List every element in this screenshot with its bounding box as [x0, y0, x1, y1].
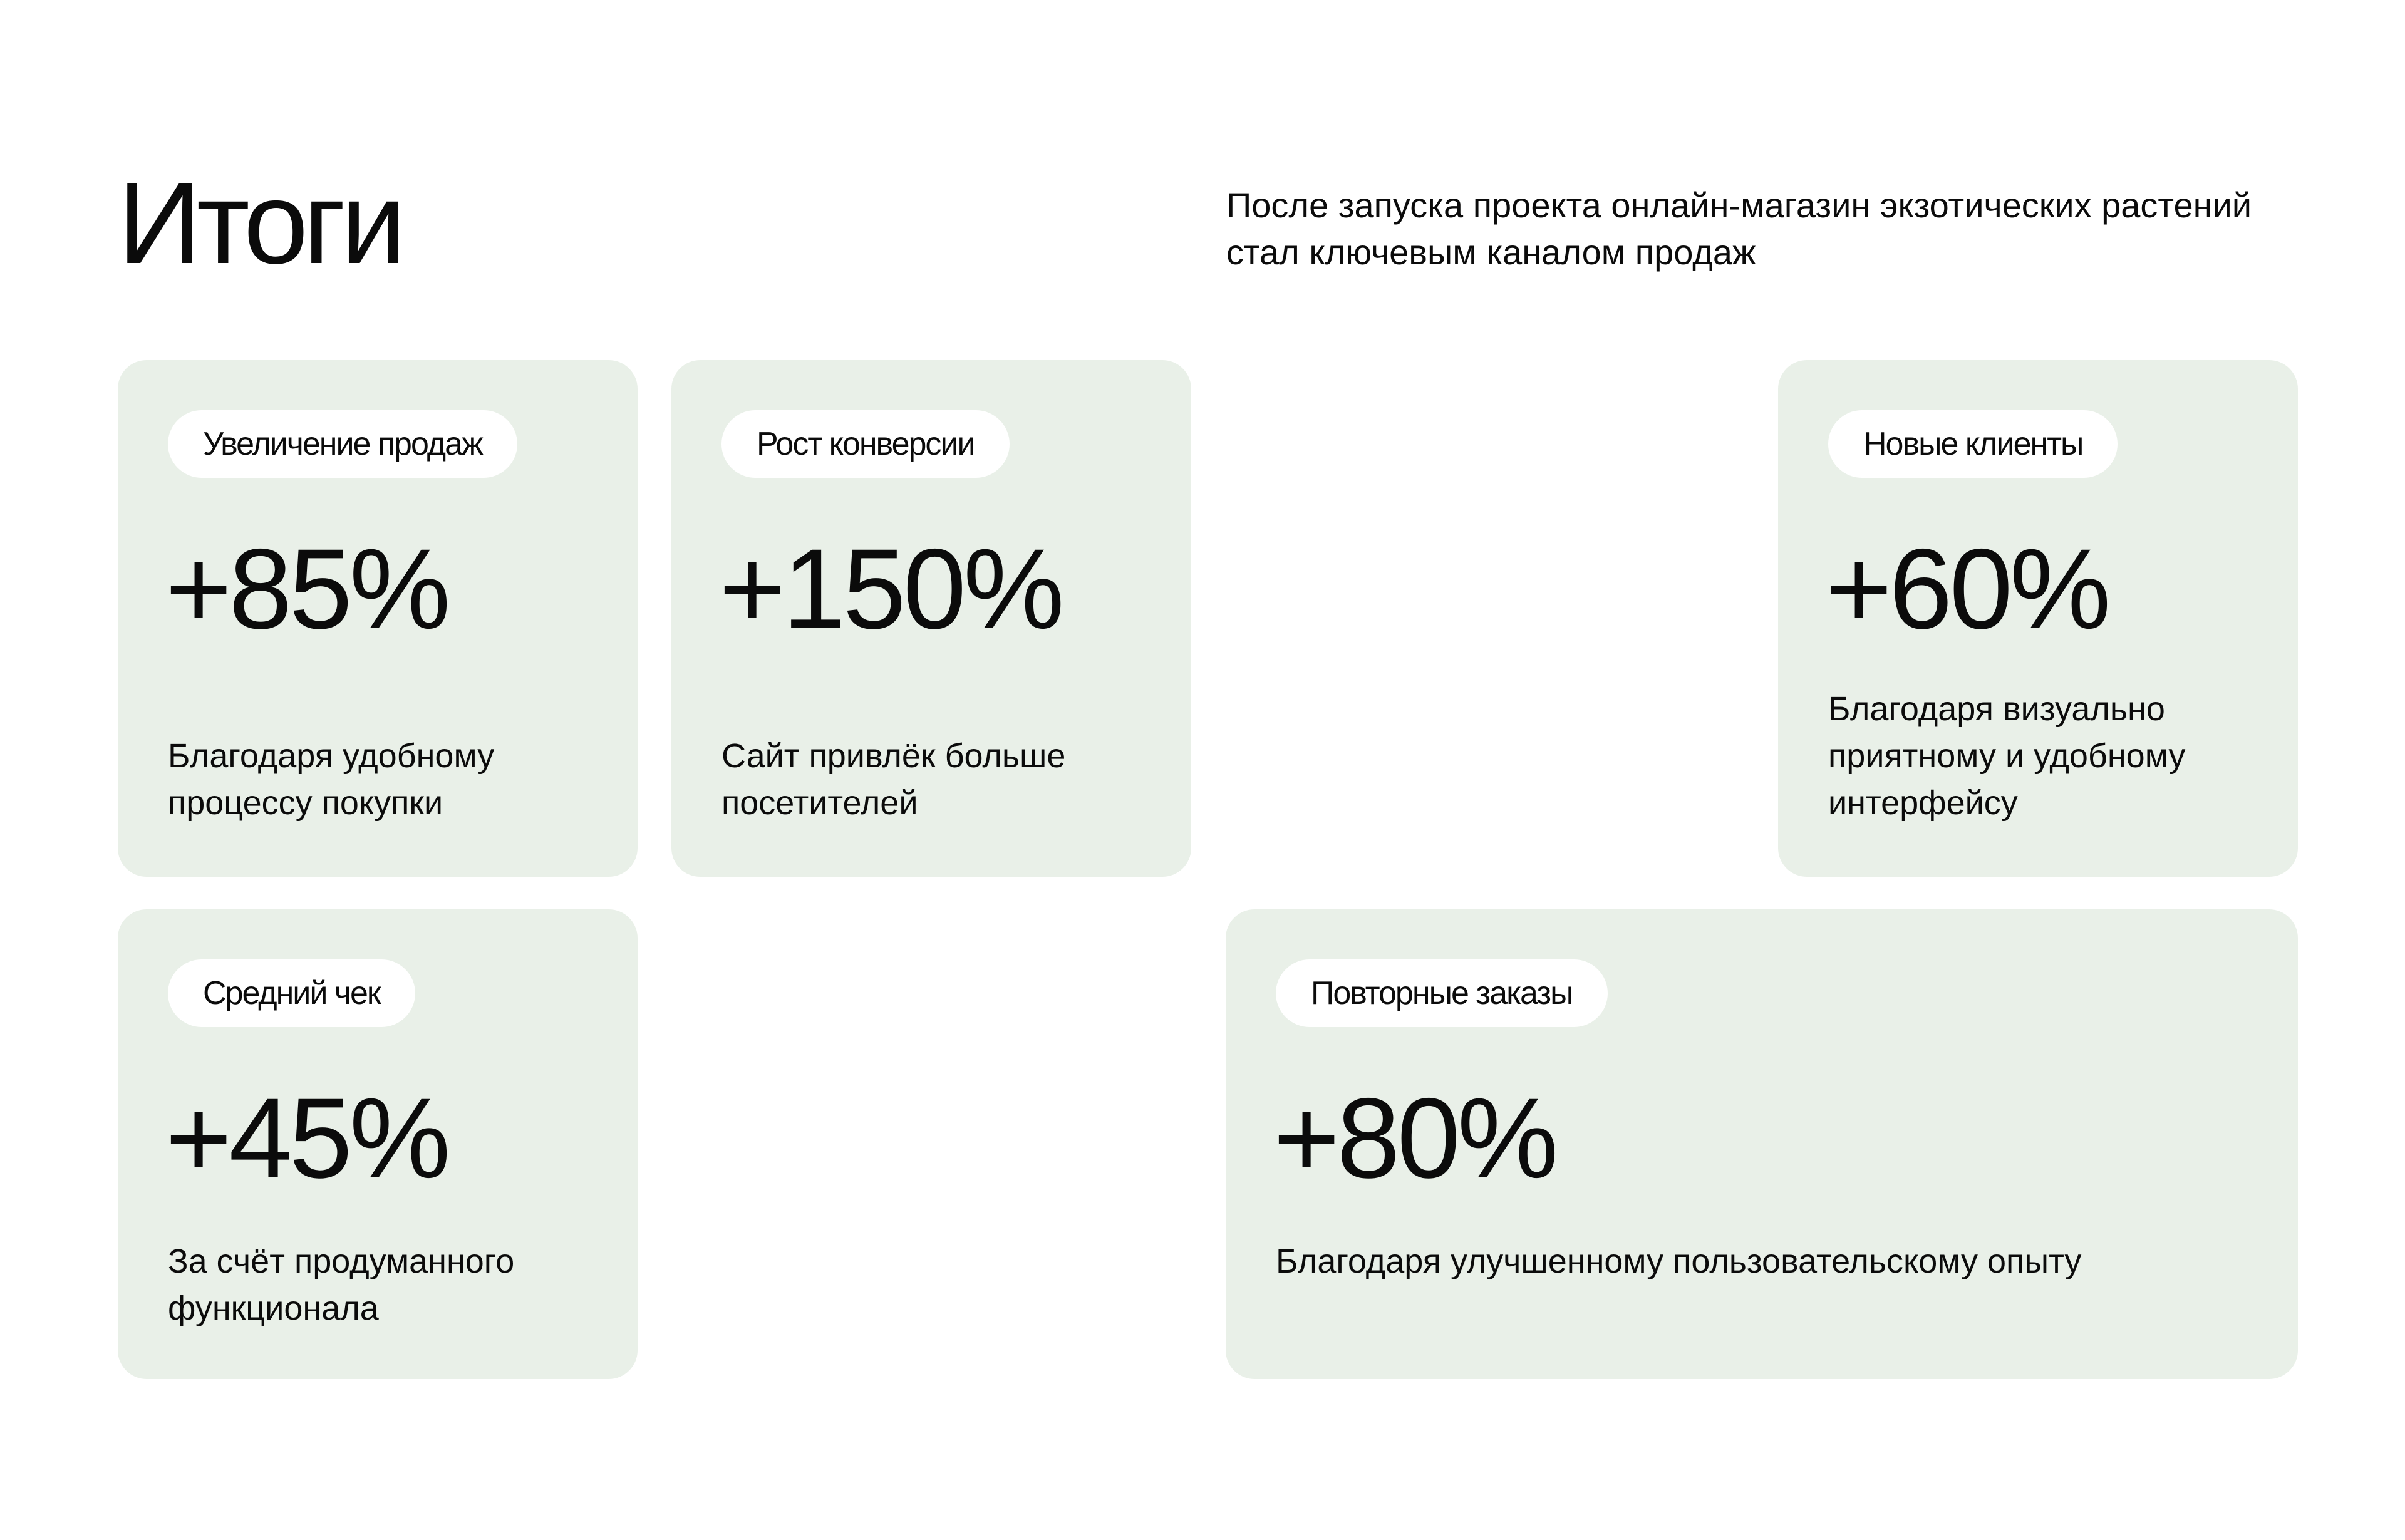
- metric-value: +45%: [165, 1074, 448, 1202]
- metric-card-repeat-orders: [1226, 909, 2298, 1379]
- metric-tag: Средний чек: [168, 959, 415, 1027]
- metric-card-conversion-growth: [671, 360, 1191, 877]
- metric-value: +150%: [719, 525, 1062, 653]
- metric-card-sales-growth: [118, 360, 638, 877]
- metric-caption: Благодаря улучшенному пользовательскому опыту: [1276, 1243, 2082, 1280]
- metric-value: +60%: [1826, 525, 2108, 653]
- metric-caption: Сайт привлёк больше посетителей: [722, 737, 1066, 822]
- page-title: Итоги: [118, 158, 401, 288]
- metric-tag: Новые клиенты: [1828, 410, 2118, 478]
- metric-tag: Увеличение продаж: [168, 410, 517, 478]
- metric-caption: За счёт продуманного функционала: [168, 1243, 515, 1327]
- metric-card-new-customers: [1778, 360, 2298, 877]
- metric-tag: Повторные заказы: [1276, 959, 1608, 1027]
- page-description: После запуска проекта онлайн-магазин экзотических растений стал ключевым каналом продаж: [1226, 185, 2252, 272]
- metric-caption: Благодаря удобному процессу покупки: [168, 737, 495, 822]
- metric-card-average-check: [118, 909, 638, 1379]
- metric-caption: Благодаря визуально приятному и удобному интерфейсу: [1828, 690, 2186, 822]
- metric-value: +85%: [165, 525, 448, 653]
- metric-value: +80%: [1273, 1074, 1556, 1202]
- metric-tag: Рост конверсии: [722, 410, 1010, 478]
